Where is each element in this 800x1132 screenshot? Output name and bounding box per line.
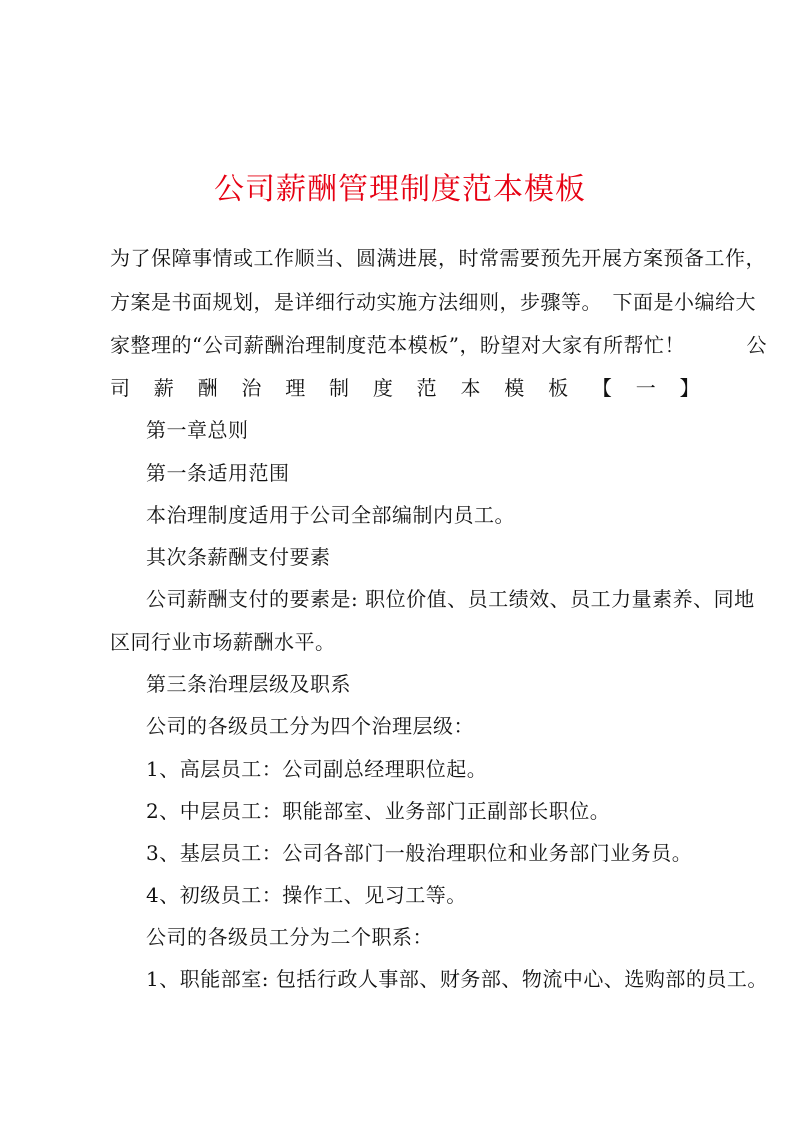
- list-item: 3、基层员工：公司各部门一般治理职位和业务部门业务员。: [146, 841, 693, 865]
- paragraph-line: 本治理制度适用于公司全部编制内员工。: [146, 503, 515, 527]
- paragraph-line: 公司的各级员工分为四个治理层级：: [146, 714, 474, 738]
- list-item: 4、初级员工：操作工、见习工等。: [146, 883, 467, 907]
- paragraph-line: 区同行业市场薪酬水平。: [110, 630, 336, 654]
- paragraph-line: 为了保障事情或工作顺当、圆满进展，时常需要预先开展方案预备工作，: [110, 246, 766, 270]
- paragraph-line: 方案是书面规划，是详细行动实施方法细则，步骤等。 下面是小编给大: [110, 290, 756, 314]
- chapter-heading: 第一章总则: [146, 418, 249, 442]
- paragraph-line: 家整理的“公司薪酬治理制度范本模板”，盼望对大家有所帮忙！ 公: [110, 333, 767, 357]
- paragraph-line: 公司薪酬支付的要素是: 职位价值、员工绩效、员工力量素养、同地: [146, 587, 755, 611]
- list-item: 2、中层员工：职能部室、业务部门正副部长职位。: [146, 799, 611, 823]
- article-heading: 第三条治理层级及职系: [146, 672, 351, 696]
- document-title: 公司薪酬管理制度范本模板: [214, 172, 586, 207]
- list-item: 1、职能部室: 包括行政人事部、财务部、物流中心、选购部的员工。: [146, 967, 768, 991]
- article-heading: 其次条薪酬支付要素: [146, 545, 331, 569]
- paragraph-line: 司薪酬治理制度范本模板【一】: [110, 376, 724, 400]
- paragraph-line: 公司的各级员工分为二个职系：: [146, 925, 433, 949]
- article-heading: 第一条适用范围: [146, 461, 290, 485]
- list-item: 1、高层员工：公司副总经理职位起。: [146, 757, 488, 781]
